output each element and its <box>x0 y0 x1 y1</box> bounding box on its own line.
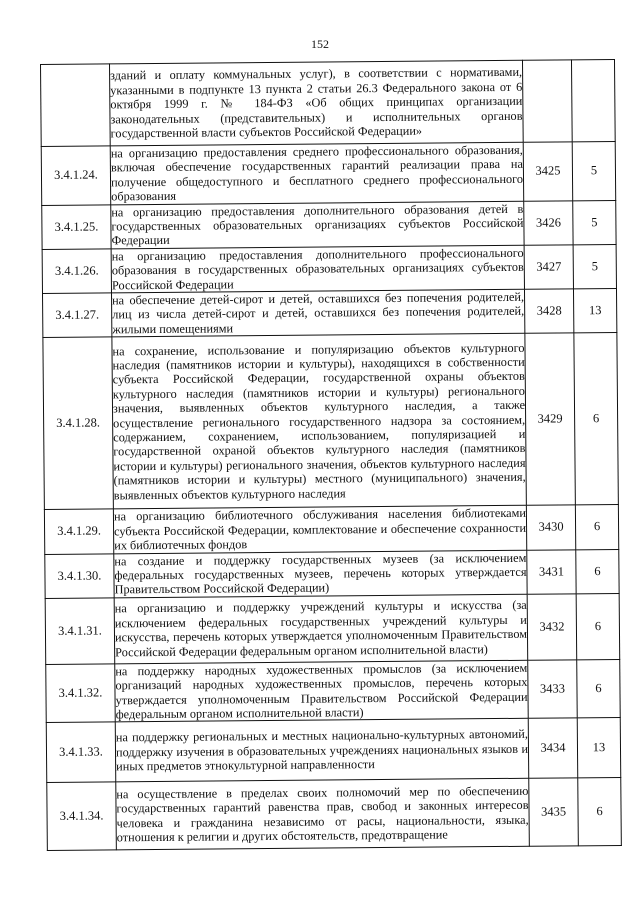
row-number: 3.4.1.28. <box>43 337 113 510</box>
row-number: 3.4.1.32. <box>46 664 116 723</box>
row-value <box>571 59 615 141</box>
page-number: 152 <box>311 37 329 51</box>
row-code: 3425 <box>523 142 573 201</box>
table-row <box>46 659 620 723</box>
table-row <box>43 333 618 510</box>
row-code: 3426 <box>524 200 573 245</box>
row-number: 3.4.1.25. <box>42 205 111 250</box>
table-row <box>42 200 616 249</box>
table-row <box>45 593 620 664</box>
row-description: зданий и оплату коммунальных услуг), в соответствии с нормативами, указанными в подпункте 13 пункта 2 статьи 26.3 Федерального закона от 6 октября 1999 г. № 184-ФЗ «Об общих принципах организации законодательных (представительных) и исполнительных органов государственной власти субъектов Российской Федерации» <box>110 60 524 146</box>
row-code: 3435 <box>529 778 579 846</box>
table-row <box>46 718 621 783</box>
row-code: 3428 <box>524 289 573 334</box>
table-row <box>41 141 615 205</box>
allocation-table <box>40 59 622 851</box>
row-value: 5 <box>573 244 616 289</box>
row-code: 3429 <box>525 333 575 505</box>
row-value: 13 <box>573 289 616 334</box>
table-row <box>45 549 619 598</box>
row-number <box>41 64 111 147</box>
table-row <box>43 289 617 338</box>
row-code: 3431 <box>527 549 576 594</box>
row-value: 13 <box>577 718 621 778</box>
row-number: 3.4.1.31. <box>45 598 115 665</box>
table-row <box>42 244 616 293</box>
row-value: 5 <box>573 200 616 245</box>
row-description: на организацию и поддержку учреждений культуры и искусства (за исключением федеральных государственных учреждений культуры и искусства, перечень которых утверждается уполномоченным Правительством Российской Федерации федеральным органом исполнительной власти) <box>114 594 528 664</box>
row-code: 3427 <box>524 245 573 290</box>
row-number: 3.4.1.27. <box>43 293 112 338</box>
row-value: 6 <box>578 778 622 846</box>
table-row <box>41 59 616 146</box>
row-code: 3430 <box>526 505 575 550</box>
row-code: 3433 <box>528 660 578 719</box>
row-number: 3.4.1.24. <box>41 146 111 205</box>
row-description: на осуществление в пределах своих полномочий мер по обеспечению государственных гарантий равенства прав, свобод и законных интересов человека и гражданина независимо от расы, национальности, языка, отношения к религии и других обстоятельств, предотвращение <box>116 779 530 851</box>
row-value: 6 <box>576 593 620 659</box>
row-description: на поддержку региональных и местных национально-культурных автономий, поддержку изучения в образовательных учреждениях национальных языков и иных предметов этнокультурной направленности <box>115 719 529 783</box>
row-value: 6 <box>574 333 618 505</box>
row-code: 3432 <box>527 594 577 660</box>
row-description: на организацию библиотечного обслуживания населения библиотеками субъекта Российской Федерации, комплектование и обеспечение сохранности их библиотечных фондов <box>113 506 527 553</box>
row-description: на организацию предоставления среднего профессионального образования, включая обеспечение государственных гарантий реализации права на получение общедоступного и бесплатного среднего профессионального образования <box>110 142 524 204</box>
row-value: 6 <box>576 549 619 594</box>
row-number: 3.4.1.34. <box>47 782 117 851</box>
row-description: на обеспечение детей-сирот и детей, оставшихся без попечения родителей, лиц из числа детей-сирот и детей, оставшихся без попечения родителей, жилыми помещениями <box>112 289 525 337</box>
row-number: 3.4.1.30. <box>45 553 114 598</box>
row-value: 6 <box>577 659 621 718</box>
row-description: на поддержку народных художественных промыслов (за исключением организаций народных художественных промыслов, перечень которых утверждается уполномоченным Правительством Российской Федерации федеральным органом исполнительной власти) <box>115 660 528 722</box>
row-value: 5 <box>572 141 616 200</box>
table-row <box>44 505 618 554</box>
row-code <box>522 60 572 142</box>
row-code: 3434 <box>528 718 578 778</box>
table-row <box>47 778 622 851</box>
row-number: 3.4.1.33. <box>46 722 116 783</box>
row-description: на организацию предоставления дополнительного образования детей в государственных образовательных организациях субъектов Российской Федерации <box>111 201 524 248</box>
row-number: 3.4.1.26. <box>42 249 111 294</box>
row-value: 6 <box>575 505 618 550</box>
row-description: на создание и поддержку государственных музеев (за исключением федеральных государственных музеев, перечень которых утверждается Правительством Российской Федерации) <box>114 550 527 597</box>
row-number: 3.4.1.29. <box>44 509 113 554</box>
row-description: на организацию предоставления дополнительного профессионального образования в государственных образовательных организациях субъектов Российской Федерации <box>111 245 524 293</box>
row-description: на сохранение, использование и популяризацию объектов культурного наследия (памятников истории и культуры), находящихся в собственности субъекта Российской Федерации, государственной охраны объектов культурного наследия (памятников истории и культуры) регионального значения, выявленных объектов культурного наследия, а также осуществление регионального государственного надзора за состоянием, содержанием, сохранением, использованием, популяризацией и государственной охраной объектов культурного наследия (памятников истории и культуры) регионального значения, объектов культурного наследия (памятников истории и культуры) местного (муниципального) значения, выявленных объектов культурного наследия <box>112 334 526 510</box>
